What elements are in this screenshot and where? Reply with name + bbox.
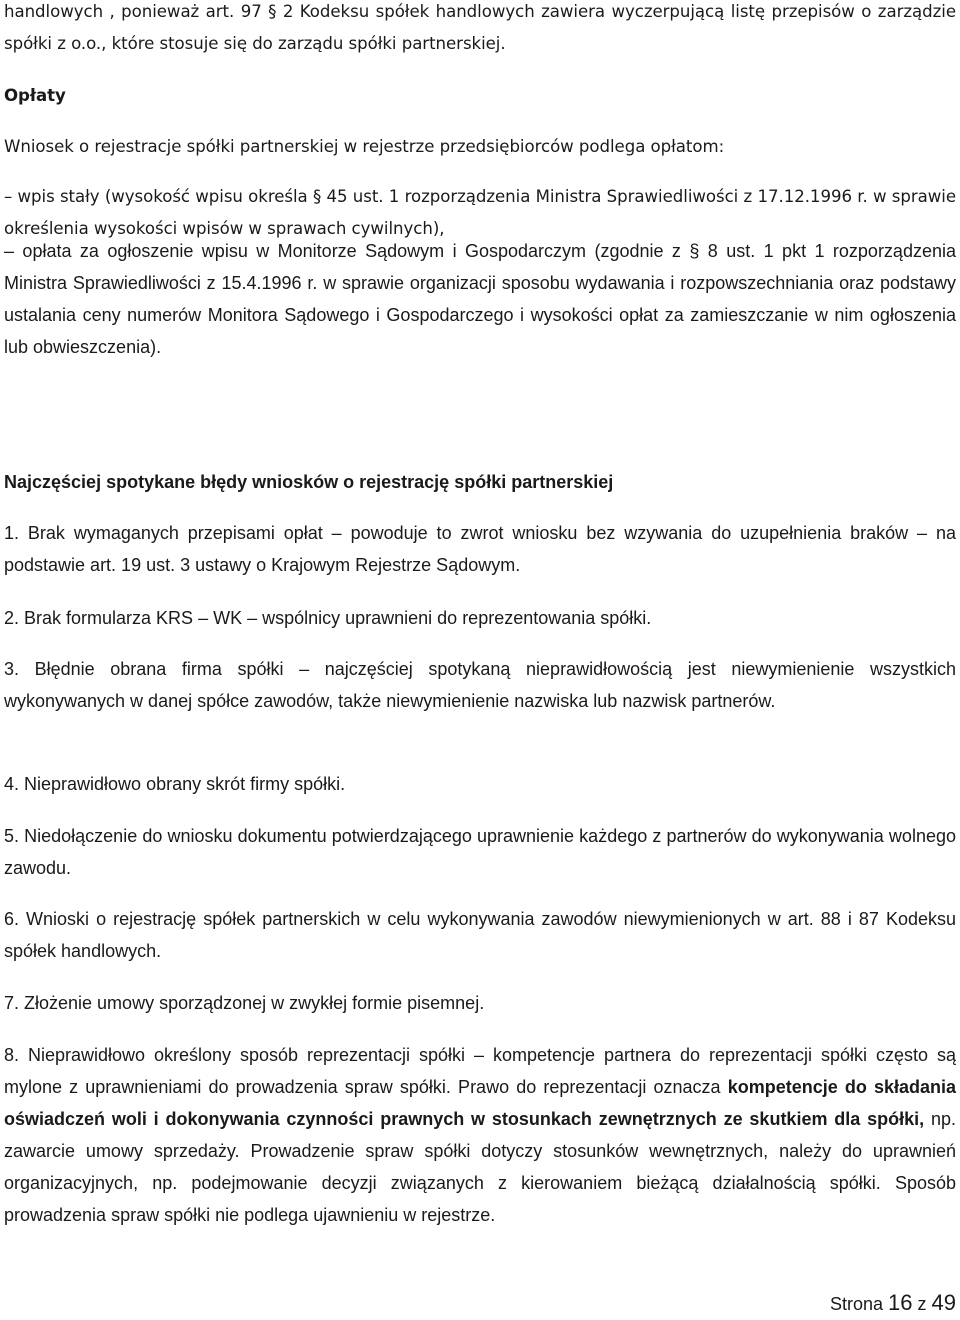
footer-page-label: Strona <box>829 1294 883 1314</box>
paragraph-continuation: handlowych , ponieważ art. 97 § 2 Kodeksu spółek handlowych zawiera wyczerpującą listę przepisów o zarządzie spółki z o.o., które stosuje się do zarządu spółki partnerskiej. <box>4 2 956 53</box>
error-item-3: 3. Błędnie obrana firma spółki – najczęściej spotykaną nieprawidłowością jest niewymienienie wszystkich wykonywanych w danej spółce zawodów, także niewymienienie nazwiska lub nazwisk partnerów. <box>4 659 956 711</box>
error-item-4: 4. Nieprawidłowo obrany skrót firmy spółki. <box>4 774 346 794</box>
error-item-8-text-a: 8. Nieprawidłowo określony sposób reprezentacji spółki – kompetencje partnera do reprezentacji spółki często są mylone z uprawnieniami do prowadzenia spraw spółki. Prawo do reprezentacji oznacza <box>4 1045 956 1097</box>
list-item-oplata-ogloszenie: – opłata za ogłoszenie wpisu w Monitorze Sądowym i Gospodarczym (zgodnie z § 8 ust. 1 pkt 1 rozporządzenia Ministra Sprawiedliwości z 15.4.1996 r. w sprawie organizacji sposobu wydawania i rozpowszechniania oraz podstawy ustalania ceny numerów Monitora Sądowego i Gospodarczego i wysokości opłat za zamieszczanie w nim ogłoszenia lub obwieszczenia). <box>4 241 956 357</box>
error-item-2: 2. Brak formularza KRS – WK – wspólnicy uprawnieni do reprezentowania spółki. <box>4 608 652 628</box>
paragraph-oplaty-intro: Wniosek o rejestracje spółki partnerskiej w rejestrze przedsiębiorców podlega opłatom: <box>4 137 725 156</box>
section-heading-oplaty: Opłaty <box>4 86 66 105</box>
error-item-5: 5. Niedołączenie do wniosku dokumentu potwierdzającego uprawnienie każdego z partnerów do wykonywania wolnego zawodu. <box>4 826 956 878</box>
error-item-8-text-b: np. zawarcie umowy sprzedaży. Prowadzenie spraw spółki dotyczy stosunków wewnętrznych, należy do uprawnień organizacyjnych, np. podejmowanie decyzji związanych z kierowaniem bieżącą działalnością spółki. Sposób prowadzenia spraw spółki nie podlega ujawnieniu w rejestrze. <box>4 1109 956 1225</box>
error-item-8-bold: kompetencje do składania oświadczeń woli i dokonywania czynności prawnych w stosunkach zewnętrznych ze skutkiem dla spółki, <box>4 1077 957 1129</box>
error-item-8 <box>4 1039 956 1231</box>
error-item-7: 7. Złożenie umowy sporządzonej w zwykłej formie pisemnej. <box>4 993 485 1013</box>
footer-page-number: 16 <box>888 1290 913 1315</box>
footer-of-label: z <box>917 1294 927 1314</box>
page-footer <box>830 1287 956 1320</box>
error-item-1: 1. Brak wymaganych przepisami opłat – powoduje to zwrot wniosku bez wzywania do uzupełnienia braków – na podstawie art. 19 ust. 3 ustawy o Krajowym Rejestrze Sądowym. <box>4 523 956 575</box>
section-heading-errors: Najczęściej spotykane błędy wniosków o rejestrację spółki partnerskiej <box>4 472 614 492</box>
error-item-6: 6. Wnioski o rejestrację spółek partnerskich w celu wykonywania zawodów niewymienionych w art. 88 i 87 Kodeksu spółek handlowych. <box>4 909 956 961</box>
footer-page-total: 49 <box>931 1290 956 1315</box>
list-item-wpis-staly: – wpis stały (wysokość wpisu określa § 45 ust. 1 rozporządzenia Ministra Sprawiedliwości z 17.12.1996 r. w sprawie określenia wysokości wpisów w sprawach cywilnych), <box>4 187 956 238</box>
